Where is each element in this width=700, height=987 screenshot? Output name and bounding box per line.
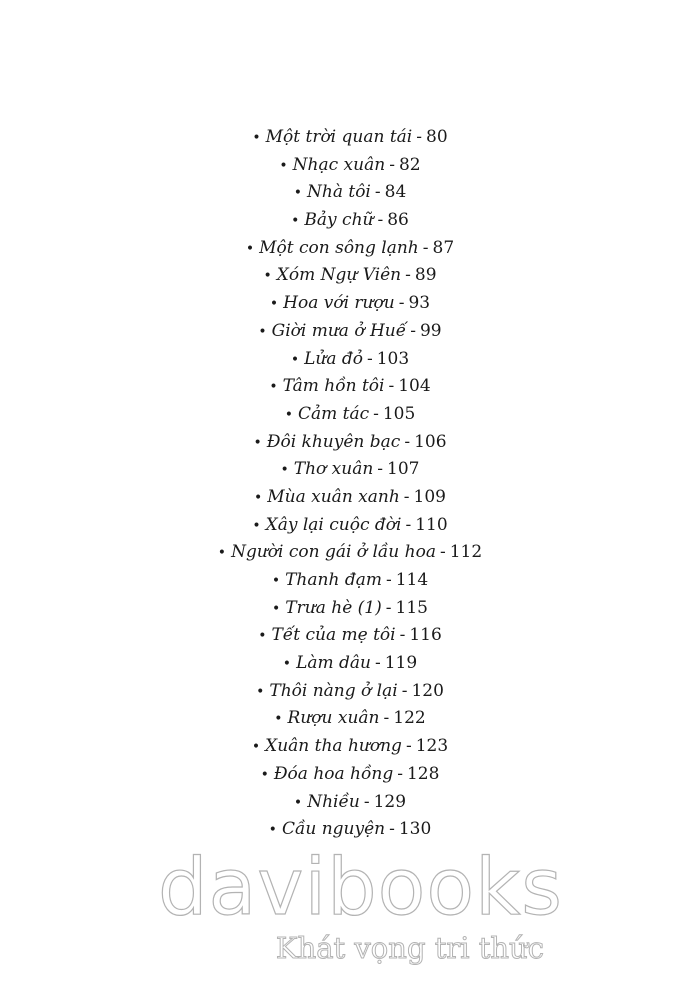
toc-entry (0, 373, 700, 401)
toc-entry (0, 761, 700, 789)
toc-entry-separator: - (374, 182, 381, 203)
toc-entry-title: Nhiều (307, 791, 360, 812)
toc-entry-separator: - (439, 542, 446, 563)
toc-entry-separator: - (389, 154, 395, 175)
toc-entry-title: Rượu xuân (287, 708, 380, 729)
toc-entry-separator: - (397, 763, 403, 784)
toc-entry-separator: - (363, 791, 370, 812)
toc-entry-separator: - (405, 514, 412, 535)
toc-entry-page-number: 107 (387, 459, 420, 480)
toc-entry-page-number: 112 (449, 542, 483, 563)
bullet-icon: • (217, 545, 227, 562)
toc-entry (0, 539, 700, 567)
toc-entry-separator: - (383, 708, 390, 729)
toc-entry-page-number: 99 (419, 320, 442, 341)
bullet-icon: • (284, 406, 293, 423)
toc-entry-title: Cầu nguyện (281, 819, 386, 840)
toc-entry-title: Mùa xuân xanh (267, 486, 400, 507)
watermark-brand-logo: davibooks (158, 843, 563, 933)
toc-entry-title: Một con sông lạnh (259, 237, 419, 258)
toc-entry-separator: - (405, 265, 411, 286)
toc-entry-title: Bảy chữ (304, 210, 374, 231)
toc-entry-page-number: 115 (395, 597, 428, 618)
toc-entry-title: Đôi khuyên bạc (266, 431, 401, 452)
toc-entry (0, 346, 700, 374)
toc-entry-title: Giời mưa ở Huế (271, 320, 407, 341)
toc-entry-page-number: 109 (413, 486, 446, 507)
toc-entry-page-number: 114 (395, 570, 429, 590)
toc-entry-page-number: 120 (411, 680, 444, 701)
toc-entry-title: Xây lại cuộc đời (265, 514, 402, 535)
bullet-icon: • (291, 213, 300, 230)
bullet-icon: • (293, 794, 303, 811)
watermark-slogan: Khát vọng tri thức (275, 931, 544, 965)
toc-entry (0, 318, 700, 346)
toc-entry-separator: - (377, 210, 384, 231)
toc-entry-page-number: 105 (382, 403, 416, 424)
toc-entry-title: Tâm hồn tôi (282, 376, 385, 397)
toc-entry-title: Thanh đạm (285, 570, 382, 590)
toc-entry (0, 235, 700, 263)
toc-entry (0, 207, 700, 235)
toc-entry (0, 456, 700, 484)
toc-entry-page-number: 82 (398, 154, 421, 175)
bullet-icon: • (269, 296, 279, 313)
bullet-icon: • (245, 240, 255, 257)
toc-entry-separator: - (385, 570, 392, 590)
toc-entry (0, 262, 700, 290)
toc-entry-title: Nhạc xuân (292, 154, 386, 175)
toc-entry-title: Tết của mẹ tôi (271, 625, 396, 646)
bullet-icon: • (272, 600, 281, 617)
bullet-icon: • (260, 766, 269, 783)
toc-entry-title: Thôi nàng ở lại (269, 680, 398, 701)
toc-entry-page-number: 80 (426, 127, 448, 147)
bullet-icon: • (263, 268, 272, 285)
toc-entry-title: Thơ xuân (293, 459, 374, 480)
toc-entry (0, 595, 700, 623)
toc-entry-separator: - (399, 625, 406, 646)
toc-entry-separator: - (389, 819, 395, 840)
toc-entry (0, 705, 700, 733)
toc-entry-page-number: 93 (408, 293, 431, 314)
toc-entry-separator: - (398, 293, 405, 314)
toc-entry-separator: - (404, 431, 411, 452)
toc-entry (0, 816, 700, 844)
toc-entry-title: Xuân tha hương (265, 736, 402, 757)
toc-entry-title: Hoa với rượu (283, 293, 395, 314)
toc-entry-separator: - (410, 320, 416, 341)
toc-entry-separator: - (401, 680, 408, 701)
table-of-contents (0, 124, 700, 844)
toc-entry-title: Đóa hoa hồng (273, 763, 394, 784)
toc-entry-separator: - (374, 653, 381, 674)
toc-entry-separator: - (416, 127, 422, 147)
toc-entry-title: Nhà tôi (307, 182, 371, 203)
toc-entry-separator: - (388, 376, 395, 397)
toc-entry-page-number: 128 (406, 763, 440, 784)
toc-entry (0, 622, 700, 650)
toc-entry-page-number: 87 (432, 237, 455, 258)
toc-entry-separator: - (405, 736, 412, 757)
toc-entry-separator: - (366, 348, 373, 369)
bullet-icon: • (282, 656, 292, 673)
bullet-icon: • (274, 711, 283, 728)
toc-entry-separator: - (385, 597, 392, 618)
toc-entry-title: Cảm tác (297, 403, 370, 424)
toc-entry-title: Lửa đỏ (304, 348, 363, 369)
toc-entry (0, 484, 700, 512)
bullet-icon: • (256, 683, 265, 700)
toc-entry (0, 401, 700, 429)
toc-entry (0, 512, 700, 540)
toc-entry-title: Người con gái ở lầu hoa (231, 542, 436, 563)
bullet-icon: • (290, 351, 300, 368)
bullet-icon: • (252, 517, 261, 534)
toc-entry-title: Trưa hè (1) (285, 597, 382, 618)
bullet-icon: • (269, 379, 278, 396)
bullet-icon: • (253, 489, 263, 506)
toc-entry (0, 429, 700, 457)
toc-entry (0, 678, 700, 706)
bullet-icon: • (268, 822, 277, 839)
toc-entry-page-number: 86 (387, 210, 409, 231)
toc-entry-page-number: 110 (415, 514, 448, 535)
bullet-icon: • (280, 462, 289, 479)
bullet-icon: • (271, 573, 281, 589)
toc-entry-page-number: 129 (373, 791, 407, 812)
toc-entry (0, 733, 700, 761)
toc-entry-page-number: 84 (384, 182, 407, 203)
toc-entry (0, 650, 700, 678)
watermark (158, 843, 563, 965)
toc-entry-page-number: 89 (414, 265, 437, 286)
toc-entry-title: Làm dâu (296, 653, 371, 674)
toc-entry-page-number: 106 (414, 431, 447, 452)
toc-entry-page-number: 123 (415, 736, 449, 757)
bullet-icon: • (279, 157, 288, 174)
toc-entry-page-number: 130 (398, 819, 432, 840)
bullet-icon: • (293, 185, 302, 202)
toc-entry-page-number: 103 (376, 348, 410, 369)
bullet-icon: • (251, 739, 261, 756)
toc-entry-page-number: 104 (398, 376, 431, 397)
toc-entry-separator: - (373, 403, 379, 424)
toc-entry-separator: - (377, 459, 384, 480)
toc-entry-page-number: 122 (393, 708, 426, 729)
bullet-icon: • (252, 130, 261, 146)
toc-entry (0, 567, 700, 595)
toc-entry-page-number: 119 (384, 653, 418, 674)
bullet-icon: • (258, 323, 267, 340)
toc-entry (0, 152, 700, 180)
toc-entry-separator: - (403, 486, 410, 507)
toc-entry-title: Một trời quan tái (265, 127, 413, 147)
toc-entry (0, 179, 700, 207)
bullet-icon: • (253, 434, 262, 451)
toc-entry-page-number: 116 (409, 625, 442, 646)
toc-entry (0, 124, 700, 152)
toc-entry-separator: - (422, 237, 429, 258)
toc-entry (0, 789, 700, 817)
toc-entry (0, 290, 700, 318)
toc-entry-title: Xóm Ngự Viên (276, 265, 402, 286)
bullet-icon: • (258, 628, 267, 645)
